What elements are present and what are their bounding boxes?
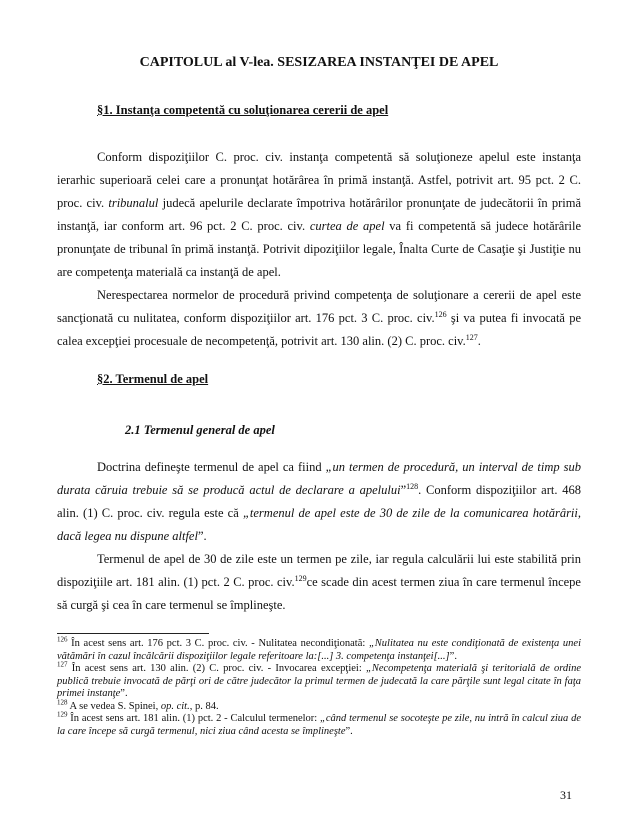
section-2-body [57, 456, 581, 617]
section-2-title: §2. Termenul de apel [97, 372, 209, 386]
text-run: ”. [197, 529, 207, 543]
text-run: ” [400, 483, 407, 497]
italic-run: op. cit. [160, 700, 190, 712]
footnote [57, 660, 581, 701]
text-run: Conform dispoziţiilor C. proc. civ. instanţa competentă să soluţioneze apelul este instanţa ierarhic superioară celei care a pronunţat hotărârea în primă instanţă. Astfel, potrivit art. 95 pct. 2 C. proc. civ. [57, 150, 581, 210]
section-1-title: §1. Instanţa competentă cu soluţionarea cererii de apel [97, 103, 389, 117]
footnote-number: 129 [57, 710, 68, 719]
section-2-paragraph-2 [57, 548, 581, 617]
italic-run: „când termenul se socoteşte pe zile, nu intră în calcul ziua de la care începe să curgă termenul, nici ziua când acesta se împlineşte [57, 713, 581, 737]
text-run: ce scade din acest termen ziua în care termenul începe să curgă şi cea în care termenul se împlineşte. [57, 575, 581, 612]
text-run: . [477, 334, 481, 348]
section-1-body [57, 146, 581, 353]
text-run: . Conform dispoziţiilor art. 468 alin. (1) C. proc. civ. regula este că [57, 483, 581, 520]
subsection-title: 2.1 Termenul general de apel [125, 423, 275, 437]
footnote-separator [57, 633, 209, 634]
text-run: În acest sens art. 130 alin. (2) C. proc. civ. - Invocarea excepţiei: [67, 663, 366, 674]
footnote-ref[interactable]: 128 [406, 481, 419, 491]
text-run: În acest sens art. 181 alin. (1) pct. 2 - Calculul termenelor: [67, 713, 321, 724]
text-run: A se vedea S. Spinei, [67, 700, 161, 712]
italic-run: tribunalul [108, 196, 159, 210]
footnote-ref[interactable]: 127 [465, 332, 478, 342]
text-run: Nerespectarea normelor de procedură privind competenţa de soluţionare a cererii de apel este sancţionată cu nulitatea, conform dispoziţiilor art. 176 pct. 3 C. proc. civ. [57, 288, 581, 325]
text-run: şi va putea fi invocată pe calea excepţiei procesuale de necompetenţă, potrivit art. 130 alin. (2) C. proc. civ. [57, 311, 581, 348]
text-run: Termenul de apel de 30 de zile este un termen pe zile, iar regula calculării lui este stabilită prin dispoziţiile art. 181 alin. (1) pct. 2 C. proc. civ. [57, 552, 581, 589]
page-number: 31 [560, 788, 572, 802]
text-run: Doctrina defineşte termenul de apel ca fiind [97, 460, 326, 474]
italic-run: curtea de apel [309, 219, 385, 233]
italic-run: „Necompetenţa materială şi teritorială de ordine publică trebuie invocată de părţi ori de către judecător la primul termen de judecată la care părţile sunt legal citate în faţa primei instanţe [57, 663, 581, 699]
footnote-number: 126 [57, 635, 68, 644]
footnote-number: 127 [57, 660, 68, 669]
italic-run: „un termen de procedură, un interval de timp sub durata căruia trebuie să se producă actul de declarare a apelului [57, 460, 581, 497]
text-run: ”. [449, 650, 457, 662]
footnote [57, 710, 581, 738]
text-run: va fi competentă să judece hotărârile pronunţate de tribunal în primă instanţă. Potrivit dipoziţiilor legale, Înalta Curte de Casaţie şi Justiţie nu are competenţa materială ca instanţă de apel. [57, 219, 581, 279]
chapter-title: CAPITOLUL al V-lea. SESIZAREA INSTANŢEI DE APEL [139, 55, 499, 70]
footnote-ref[interactable]: 126 [434, 309, 447, 319]
section-2-paragraph-1 [57, 456, 581, 548]
text-run: , p. 84. [189, 700, 219, 712]
italic-run: „Nulitatea nu este condiţionată de existenţa unei vătămări în cazul încălcării dispoziţiilor legale referitoare la:[...] 3. competenţa instanţei[...] [57, 638, 582, 662]
italic-run: „termenul de apel este de 30 de zile de la comunicarea hotărârii, dacă legea nu dispune altfel [57, 506, 581, 543]
text-run: ”. [120, 688, 128, 699]
footnotes [57, 635, 582, 738]
footnote-ref[interactable]: 129 [294, 573, 307, 583]
section-1-paragraph-2 [57, 284, 581, 353]
text-run: ”. [345, 725, 353, 737]
footnote [57, 635, 582, 663]
text-run: judecă apelurile declarate împotriva hotărârilor pronunţate de judecătorii în primă instanţă, iar conform art. 96 pct. 2 C. proc. civ. [57, 196, 581, 233]
footnote [57, 698, 581, 714]
text-run: În acest sens art. 176 pct. 3 C. proc. civ. - Nulitatea necondiţionată: [67, 638, 369, 649]
footnote-number: 128 [57, 698, 68, 706]
section-1-paragraph-1 [57, 146, 581, 284]
